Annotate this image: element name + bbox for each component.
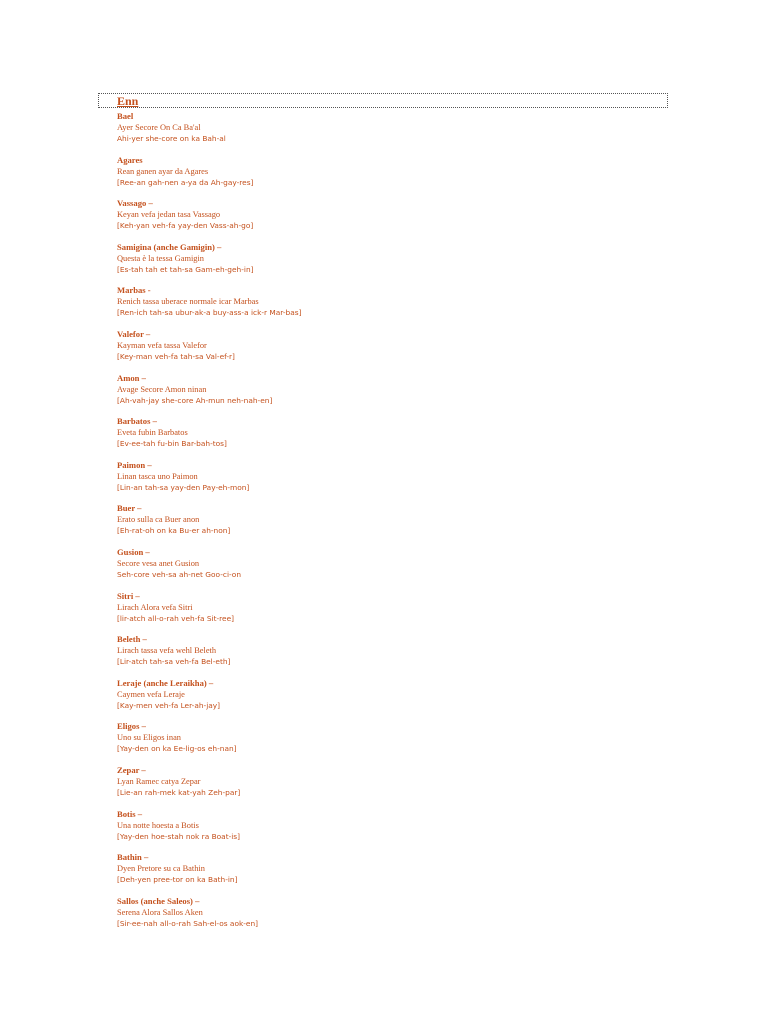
entry-invocation: Dyen Pretore su ca Bathin [117,864,205,874]
list-item [117,242,637,286]
entry-pronunciation: Seh-core veh-sa ah-net Goo-ci-on [117,569,242,579]
entry-invocation: Secore vesa anet Gusion [117,558,200,568]
list-item [117,896,637,940]
list-item [117,852,637,896]
entry-invocation: Eveta fubin Barbatos [117,428,188,438]
entry-invocation: Rean ganen ayar da Agares [117,166,209,176]
entry-name: Sallos (anche Saleos) – [117,895,200,906]
entry-pronunciation: [Ah-vah-jay she-core Ah-mun neh-nah-en] [117,395,273,405]
list-item [117,809,637,853]
entry-pronunciation: [lir-atch all-o-rah veh-fa Sit-ree] [117,613,235,623]
entry-name: Bathin – [117,852,149,863]
entry-invocation: Erato sulla ca Buer anon [117,515,200,525]
entry-name: Barbatos – [117,416,157,427]
entry-name: Vassago – [117,198,153,209]
list-item [117,155,637,199]
entry-invocation: Lirach tassa vefa wehl Beleth [117,646,217,656]
entry-pronunciation: Ahi-yer she-core on ka Bah-al [117,134,226,143]
entry-name: Zepar – [117,764,146,775]
list-item [117,678,637,722]
entry-invocation: Serena Alora Sallos Aken [117,907,203,917]
entry-name: Botis – [117,808,143,819]
list-item [117,591,637,635]
entry-name: Leraje (anche Leraikha) – [117,677,214,688]
entry-pronunciation: [Ree-an gah-nen a-ya da Ah-gay-res] [117,177,254,187]
entry-name: Bael [117,111,134,121]
list-item [117,285,637,329]
entry-invocation: Kayman vefa tassa Valefor [117,340,207,350]
entry-pronunciation: [Deh-yen pree-tor on ka Bath-in] [117,875,238,885]
entry-invocation: Uno su Eligos inan [117,733,181,743]
entry-invocation: Ayer Secore On Ca Ba'al [117,123,201,132]
entry-invocation: Renich tassa uberace normale icar Marbas [117,297,259,307]
entry-name: Valefor – [117,328,151,339]
entry-name: Sitri – [117,590,140,601]
entry-pronunciation: [Es-tah tah et tah-sa Gam-eh-geh-in] [117,264,254,274]
entry-pronunciation: [Sir-ee-nah all-o-rah Sah-el-os aok-en] [117,918,259,928]
entry-invocation: Avage Secore Amon ninan [117,384,207,394]
entry-pronunciation: [Lie-an rah-mek kat-yah Zeh-par] [117,787,241,797]
entry-pronunciation: [Ren-ich tah-sa ubur-ak-a buy-ass-a ick-r Mar-bas] [117,308,302,318]
heading-frame [98,93,668,108]
entry-invocation: Lyan Ramec catya Zepar [117,776,201,786]
list-item [117,765,637,809]
entry-pronunciation: [Eh-rat-oh on ka Bu-er ah-non] [117,526,231,536]
entry-name: Agares [117,154,143,165]
entry-pronunciation: [Key-man veh-fa tah-sa Val-ef-r] [117,351,235,361]
entry-pronunciation: [Lin-an tah-sa yay-den Pay-eh-mon] [117,482,250,492]
entry-name: Paimon – [117,459,152,470]
list-item [117,634,637,678]
entry-invocation: Linan tasca uno Paimon [117,471,198,481]
entry-pronunciation: [Yay-den on ka Ee-lig-os eh-nan] [117,744,237,754]
entry-invocation: Caymen vefa Leraje [117,689,185,699]
entry-name: Buer – [117,503,142,514]
entry-invocation: Keyan vefa jedan tasa Vassago [117,210,221,220]
entry-list [117,111,637,939]
entry-invocation: Questa è la tessa Gamigin [117,253,204,263]
list-item [117,416,637,460]
list-item [117,373,637,417]
entry-name: Beleth – [117,634,147,645]
entry-pronunciation: [Yay-den hoe-stah nok ra Boat-is] [117,831,241,841]
entry-name: Samigina (anche Gamigin) – [117,241,222,252]
list-item [117,460,637,504]
entry-pronunciation: [Ev-ee-tah fu-bin Bar-bah-tos] [117,439,227,449]
list-item [117,547,637,591]
list-item [117,721,637,765]
entry-pronunciation: [Kay-men veh-fa Ler-ah-jay] [117,700,221,710]
page-heading: Enn [117,94,139,108]
entry-pronunciation: [Keh-yan veh-fa yay-den Vass-ah-go] [117,221,254,231]
entry-invocation: Una notte hoesta a Botis [117,820,199,830]
list-item [117,503,637,547]
list-item [117,111,637,155]
entry-name: Marbas - [117,285,151,296]
entry-name: Gusion – [117,546,150,557]
list-item [117,329,637,373]
entry-name: Amon – [117,372,146,383]
entry-invocation: Lirach Alora vefa Sitri [117,602,193,612]
entry-name: Eligos – [117,721,146,732]
list-item [117,198,637,242]
entry-pronunciation: [Lir-atch tah-sa veh-fa Bel-eth] [117,657,231,667]
